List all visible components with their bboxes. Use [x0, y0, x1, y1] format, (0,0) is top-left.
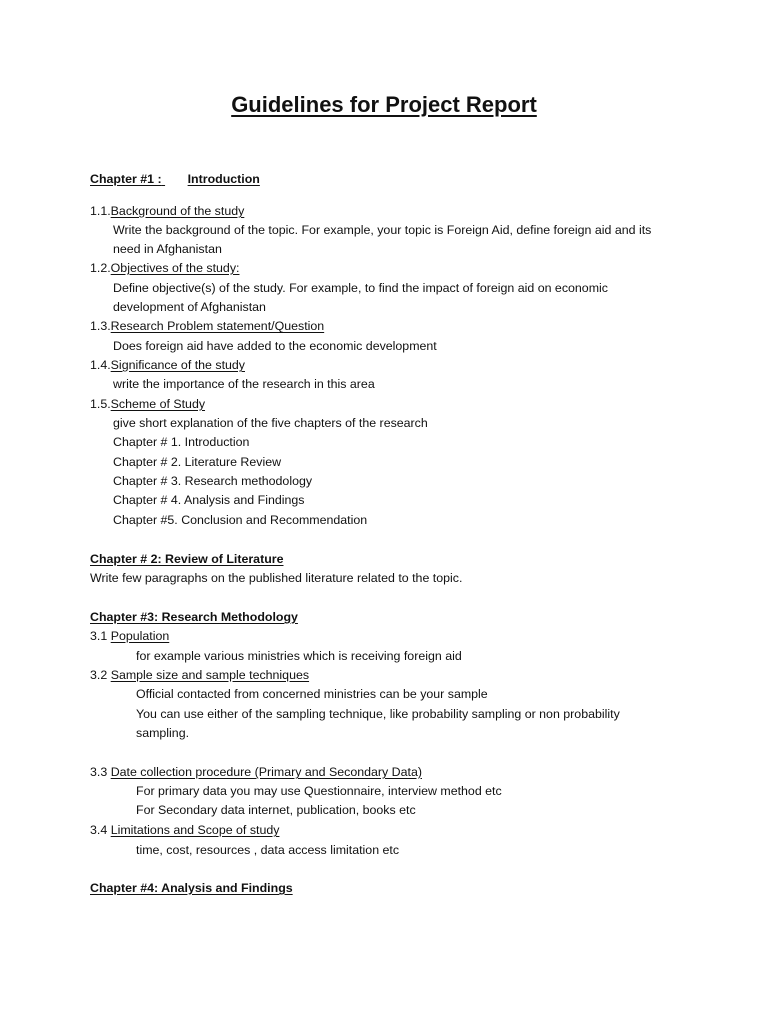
section-title: Background of the study [110, 204, 245, 218]
section-3-3-text-2: For Secondary data internet, publication, books etc [136, 803, 416, 817]
section-number: 1.4. [90, 358, 111, 372]
section-1-5-heading [90, 396, 205, 412]
chapter2-heading: Chapter # 2: Review of Literature [90, 552, 284, 566]
chapter1-name: Introduction [187, 172, 260, 186]
section-title: Significance of the study [110, 358, 245, 372]
section-number: 1.2. [90, 261, 111, 275]
section-number: 3.1 [90, 629, 108, 643]
section-1-4-text-1: write the importance of the research in this area [113, 377, 375, 391]
section-title: Population [110, 629, 170, 643]
section-3-2-text-3: sampling. [136, 726, 190, 740]
chapter1-label: Chapter #1 : [90, 172, 162, 186]
section-1-3-text-1: Does foreign aid have added to the economic development [113, 339, 437, 353]
scheme-chapter-2: Chapter # 2. Literature Review [113, 455, 282, 469]
section-3-3-text-1: For primary data you may use Questionnaire, interview method etc [136, 784, 502, 798]
scheme-chapter-3: Chapter # 3. Research methodology [113, 474, 313, 488]
chapter3-heading: Chapter #3: Research Methodology [90, 610, 298, 624]
chapter4-heading: Chapter #4: Analysis and Findings [90, 881, 293, 895]
chapter2-text: Write few paragraphs on the published literature related to the topic. [90, 571, 463, 585]
scheme-chapter-5: Chapter #5. Conclusion and Recommendation [113, 513, 368, 527]
section-title: Objectives of the study: [110, 261, 240, 275]
section-1-2-text-1: Define objective(s) of the study. For example, to find the impact of foreign aid on economic [113, 281, 608, 295]
section-title: Research Problem statement/Question [110, 319, 325, 333]
chapter1-heading [90, 171, 260, 187]
section-1-1-text-2: need in Afghanistan [113, 242, 222, 256]
section-title: Sample size and sample techniques [110, 668, 310, 682]
chapter1-spacer [162, 171, 188, 187]
scheme-chapter-1: Chapter # 1. Introduction [113, 435, 250, 449]
section-number: 1.5. [90, 397, 111, 411]
section-3-2-text-2: You can use either of the sampling technique, like probability sampling or non probability [136, 707, 620, 721]
page-title: Guidelines for Project Report [231, 92, 537, 117]
section-1-2-text-2: development of Afghanistan [113, 300, 266, 314]
section-number: 3.2 [90, 668, 108, 682]
section-3-4-text-1: time, cost, resources , data access limitation etc [136, 843, 400, 857]
section-3-1-heading [90, 628, 169, 644]
section-3-2-text-1: Official contacted from concerned ministries can be your sample [136, 687, 488, 701]
section-1-3-heading [90, 318, 324, 334]
section-1-2-heading [90, 260, 239, 276]
section-3-3-heading [90, 764, 422, 780]
section-title: Limitations and Scope of study [110, 823, 280, 837]
section-1-1-text-1: Write the background of the topic. For example, your topic is Foreign Aid, define foreign aid and its [113, 223, 652, 237]
section-3-2-heading [90, 667, 309, 683]
section-3-4-heading [90, 822, 279, 838]
section-3-1-text-1: for example various ministries which is receiving foreign aid [136, 649, 462, 663]
section-number: 3.4 [90, 823, 108, 837]
section-1-4-heading [90, 357, 245, 373]
section-1-5-text-1: give short explanation of the five chapters of the research [113, 416, 428, 430]
section-1-1-heading [90, 203, 244, 219]
scheme-chapter-4: Chapter # 4. Analysis and Findings [113, 493, 305, 507]
section-number: 1.1. [90, 204, 111, 218]
section-title: Date collection procedure (Primary and Secondary Data) [110, 765, 422, 779]
section-title: Scheme of Study [110, 397, 206, 411]
section-number: 3.3 [90, 765, 108, 779]
section-number: 1.3. [90, 319, 111, 333]
